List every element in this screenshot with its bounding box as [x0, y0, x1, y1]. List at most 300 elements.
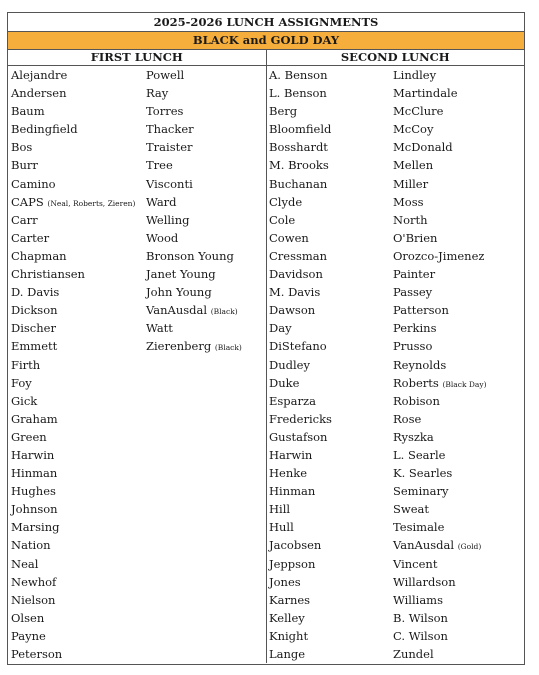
teacher-name: Harwin	[11, 447, 55, 462]
second-lunch-teacher-cell	[393, 609, 524, 627]
first-lunch-teacher-cell	[8, 229, 146, 247]
teacher-name: Alejandre	[11, 68, 68, 82]
second-lunch-teacher-cell	[267, 410, 393, 428]
second-lunch-list	[266, 66, 524, 663]
first-lunch-teacher-cell	[146, 120, 266, 138]
second-lunch-teacher-cell	[267, 500, 393, 518]
teacher-name: Patterson	[393, 303, 449, 318]
second-lunch-row	[267, 609, 524, 627]
second-lunch-row	[267, 175, 524, 193]
teacher-name: Powell	[146, 68, 185, 82]
second-lunch-teacher-cell	[267, 337, 393, 355]
second-lunch-teacher-cell	[267, 156, 393, 174]
second-lunch-teacher-cell	[267, 536, 393, 554]
second-lunch-teacher-cell	[393, 229, 524, 247]
teacher-name: Hill	[269, 502, 291, 517]
teacher-name: Firth	[11, 357, 41, 372]
teacher-name: John Young	[146, 285, 212, 300]
teacher-name: Clyde	[269, 194, 303, 209]
teacher-name: Nation	[11, 538, 51, 553]
first-lunch-row	[8, 102, 266, 120]
teacher-name: Traister	[146, 140, 193, 155]
second-lunch-teacher-cell	[393, 84, 524, 102]
second-lunch-teacher-cell	[393, 446, 524, 464]
second-lunch-row	[267, 446, 524, 464]
first-lunch-row	[8, 410, 266, 428]
teacher-name: Fredericks	[269, 411, 332, 426]
teacher-name: Camino	[11, 176, 56, 191]
first-lunch-teacher-cell	[8, 175, 146, 193]
teacher-name: Passey	[393, 285, 433, 300]
second-lunch-teacher-cell	[267, 356, 393, 374]
teacher-name: Seminary	[393, 484, 449, 499]
first-lunch-teacher-cell	[8, 573, 146, 591]
second-lunch-row	[267, 265, 524, 283]
second-lunch-teacher-cell	[267, 175, 393, 193]
first-lunch-row	[8, 319, 266, 337]
second-lunch-row	[267, 138, 524, 156]
teacher-name: Painter	[393, 267, 436, 282]
teacher-name: Chapman	[11, 248, 67, 263]
second-lunch-teacher-cell	[393, 247, 524, 265]
teacher-note: (Black)	[214, 343, 242, 353]
second-lunch-teacher-cell	[267, 446, 393, 464]
teacher-name: Cole	[269, 212, 296, 227]
second-lunch-teacher-cell	[267, 84, 393, 102]
second-lunch-teacher-cell	[267, 392, 393, 410]
teacher-name: Thacker	[146, 122, 194, 137]
second-lunch-teacher-cell	[267, 301, 393, 319]
second-lunch-teacher-cell	[393, 591, 524, 609]
teacher-name: Jones	[269, 574, 301, 589]
teacher-name: Visconti	[146, 176, 193, 191]
second-lunch-teacher-cell	[393, 410, 524, 428]
first-lunch-teacher-cell	[146, 229, 266, 247]
first-lunch-teacher-cell	[146, 319, 266, 337]
teacher-name: Peterson	[11, 647, 63, 661]
second-lunch-teacher-cell	[393, 500, 524, 518]
second-lunch-teacher-cell	[267, 120, 393, 138]
teacher-name: Welling	[146, 212, 190, 227]
teacher-name: Knight	[269, 628, 309, 643]
second-lunch-row	[267, 356, 524, 374]
first-lunch-row	[8, 283, 266, 301]
page-title: 2025-2026 LUNCH ASSIGNMENTS	[8, 13, 524, 32]
first-lunch-teacher-cell	[8, 645, 146, 663]
teacher-name: Ryszka	[393, 429, 434, 444]
second-lunch-teacher-cell	[393, 193, 524, 211]
first-lunch-row	[8, 428, 266, 446]
teacher-name: Robison	[393, 393, 440, 408]
teacher-name: McClure	[393, 104, 444, 119]
teacher-name: Ward	[146, 194, 177, 209]
teacher-name: Johnson	[11, 502, 58, 517]
second-lunch-teacher-cell	[267, 627, 393, 645]
second-lunch-teacher-cell	[267, 555, 393, 573]
teacher-name: Lindley	[393, 68, 437, 82]
teacher-name: Roberts	[393, 375, 439, 390]
teacher-name: L. Searle	[393, 447, 446, 462]
teacher-name: Gick	[11, 393, 38, 408]
first-lunch-teacher-cell	[146, 156, 266, 174]
first-lunch-teacher-cell	[8, 591, 146, 609]
second-lunch-teacher-cell	[267, 102, 393, 120]
teacher-name: VanAusdal	[146, 303, 208, 318]
first-lunch-row	[8, 518, 266, 536]
teacher-name: Zierenberg	[146, 339, 212, 354]
teacher-name: Henke	[269, 466, 308, 481]
first-lunch-teacher-cell	[8, 265, 146, 283]
first-lunch-teacher-cell	[8, 156, 146, 174]
teacher-name: Burr	[11, 158, 38, 173]
first-lunch-row	[8, 482, 266, 500]
second-lunch-row	[267, 410, 524, 428]
first-lunch-teacher-cell	[8, 627, 146, 645]
teacher-name: Miller	[393, 176, 429, 191]
teacher-name: Watt	[146, 321, 173, 336]
first-lunch-teacher-cell	[146, 500, 266, 518]
teacher-name: DiStefano	[269, 339, 327, 354]
second-lunch-teacher-cell	[393, 627, 524, 645]
first-lunch-teacher-cell	[8, 66, 146, 84]
first-lunch-teacher-cell	[146, 573, 266, 591]
second-lunch-teacher-cell	[393, 573, 524, 591]
teacher-name: Torres	[146, 104, 184, 119]
teacher-name: Buchanan	[269, 176, 328, 191]
second-lunch-row	[267, 301, 524, 319]
second-lunch-teacher-cell	[393, 138, 524, 156]
first-lunch-teacher-cell	[146, 536, 266, 554]
second-lunch-row	[267, 337, 524, 355]
second-lunch-teacher-cell	[393, 464, 524, 482]
second-lunch-row	[267, 374, 524, 392]
first-lunch-teacher-cell	[146, 446, 266, 464]
teacher-name: Bloomfield	[269, 122, 332, 137]
second-lunch-row	[267, 500, 524, 518]
second-lunch-row	[267, 536, 524, 554]
teacher-name: M. Brooks	[269, 158, 329, 173]
teacher-name: Prusso	[393, 339, 433, 354]
second-lunch-teacher-cell	[393, 374, 524, 392]
second-lunch-teacher-cell	[393, 518, 524, 536]
teacher-name: Sweat	[393, 502, 430, 517]
day-banner: BLACK and GOLD DAY	[8, 32, 524, 50]
teacher-name: Williams	[393, 592, 443, 607]
teacher-name: Bronson Young	[146, 248, 234, 263]
second-lunch-row	[267, 84, 524, 102]
first-lunch-teacher-cell	[146, 102, 266, 120]
first-lunch-teacher-cell	[146, 265, 266, 283]
first-lunch-teacher-cell	[146, 337, 266, 355]
first-lunch-row	[8, 446, 266, 464]
first-lunch-teacher-cell	[8, 555, 146, 573]
teacher-name: Reynolds	[393, 357, 447, 372]
second-lunch-teacher-cell	[267, 265, 393, 283]
teacher-name: Dudley	[269, 357, 310, 372]
teacher-name: Jeppson	[269, 556, 316, 571]
teacher-name: Cowen	[269, 230, 309, 245]
second-lunch-teacher-cell	[267, 609, 393, 627]
teacher-name: Ray	[146, 86, 169, 101]
second-lunch-row	[267, 66, 524, 84]
second-lunch-teacher-cell	[393, 175, 524, 193]
first-lunch-row	[8, 138, 266, 156]
second-lunch-row	[267, 120, 524, 138]
second-lunch-teacher-cell	[267, 464, 393, 482]
teacher-name: Nielson	[11, 592, 56, 607]
teacher-name: Bosshardt	[269, 140, 328, 155]
first-lunch-teacher-cell	[8, 102, 146, 120]
first-lunch-row	[8, 175, 266, 193]
first-lunch-row	[8, 265, 266, 283]
first-lunch-row	[8, 392, 266, 410]
teacher-name: Carr	[11, 212, 38, 227]
teacher-note: (Neal, Roberts, Zieren)	[47, 198, 136, 208]
second-lunch-teacher-cell	[267, 591, 393, 609]
teacher-name: Willardson	[393, 574, 456, 589]
second-lunch-row	[267, 392, 524, 410]
teacher-name: M. Davis	[269, 285, 321, 300]
teacher-name: Martindale	[393, 86, 458, 101]
first-lunch-teacher-cell	[146, 356, 266, 374]
second-lunch-row	[267, 627, 524, 645]
first-lunch-row	[8, 555, 266, 573]
second-lunch-teacher-cell	[393, 392, 524, 410]
first-lunch-row	[8, 84, 266, 102]
first-lunch-teacher-cell	[8, 500, 146, 518]
first-lunch-teacher-cell	[146, 555, 266, 573]
second-lunch-teacher-cell	[267, 229, 393, 247]
teacher-name: Marsing	[11, 520, 60, 535]
teacher-name: Dickson	[11, 303, 58, 318]
teacher-name: Esparza	[269, 393, 316, 408]
teacher-name: Orozco-Jimenez	[393, 248, 485, 263]
teacher-note: (Black)	[210, 307, 238, 317]
teacher-name: O'Brien	[393, 230, 438, 245]
first-lunch-teacher-cell	[8, 446, 146, 464]
first-lunch-teacher-cell	[8, 193, 146, 211]
teacher-name: Bos	[11, 140, 33, 155]
second-lunch-teacher-cell	[393, 211, 524, 229]
teacher-name: Wood	[146, 230, 179, 245]
teacher-name: Berg	[269, 104, 298, 119]
second-lunch-row	[267, 518, 524, 536]
first-lunch-teacher-cell	[8, 428, 146, 446]
teacher-name: Jacobsen	[269, 538, 322, 553]
second-lunch-teacher-cell	[393, 482, 524, 500]
second-lunch-row	[267, 573, 524, 591]
first-lunch-teacher-cell	[146, 247, 266, 265]
teacher-name: Bedingfield	[11, 122, 78, 137]
second-lunch-teacher-cell	[393, 428, 524, 446]
first-lunch-teacher-cell	[146, 138, 266, 156]
first-lunch-teacher-cell	[8, 536, 146, 554]
first-lunch-row	[8, 500, 266, 518]
first-lunch-list	[8, 66, 266, 663]
second-lunch-row	[267, 283, 524, 301]
second-lunch-teacher-cell	[267, 518, 393, 536]
teacher-name: Tree	[146, 158, 173, 173]
first-lunch-row	[8, 337, 266, 355]
first-lunch-row	[8, 591, 266, 609]
second-lunch-row	[267, 645, 524, 663]
second-lunch-teacher-cell	[393, 66, 524, 84]
teacher-name: Gustafson	[269, 429, 328, 444]
second-lunch-teacher-cell	[393, 156, 524, 174]
second-lunch-teacher-cell	[393, 536, 524, 554]
second-lunch-row	[267, 482, 524, 500]
first-lunch-row	[8, 609, 266, 627]
teacher-name: K. Searles	[393, 466, 453, 481]
first-lunch-teacher-cell	[8, 211, 146, 229]
first-lunch-teacher-cell	[146, 66, 266, 84]
teacher-name: Rose	[393, 411, 422, 426]
first-lunch-teacher-cell	[146, 428, 266, 446]
teacher-name: VanAusdal	[393, 538, 455, 553]
first-lunch-teacher-cell	[146, 482, 266, 500]
second-lunch-row	[267, 211, 524, 229]
second-lunch-row	[267, 102, 524, 120]
second-lunch-teacher-cell	[267, 645, 393, 663]
first-lunch-teacher-cell	[146, 84, 266, 102]
first-lunch-teacher-cell	[8, 410, 146, 428]
first-lunch-row	[8, 536, 266, 554]
first-lunch-teacher-cell	[8, 609, 146, 627]
first-lunch-row	[8, 66, 266, 84]
teacher-name: Hinman	[11, 466, 58, 481]
teacher-name: Davidson	[269, 267, 323, 282]
first-lunch-teacher-cell	[8, 247, 146, 265]
teacher-name: CAPS	[11, 194, 44, 209]
teacher-name: Graham	[11, 411, 58, 426]
teacher-name: Hinman	[269, 484, 316, 499]
teacher-name: Carter	[11, 230, 50, 245]
first-lunch-teacher-cell	[146, 175, 266, 193]
first-lunch-teacher-cell	[8, 482, 146, 500]
teacher-name: Hull	[269, 520, 294, 535]
teacher-name: Kelley	[269, 610, 305, 625]
teacher-name: Vincent	[393, 556, 438, 571]
first-lunch-teacher-cell	[146, 392, 266, 410]
second-lunch-teacher-cell	[393, 120, 524, 138]
second-lunch-row	[267, 156, 524, 174]
first-lunch-teacher-cell	[8, 283, 146, 301]
first-lunch-row	[8, 247, 266, 265]
first-lunch-teacher-cell	[146, 283, 266, 301]
teacher-name: Hughes	[11, 484, 56, 499]
first-lunch-row	[8, 301, 266, 319]
first-lunch-teacher-cell	[8, 120, 146, 138]
first-lunch-teacher-cell	[146, 518, 266, 536]
first-lunch-teacher-cell	[146, 410, 266, 428]
teacher-name: Duke	[269, 375, 300, 390]
second-lunch-teacher-cell	[267, 138, 393, 156]
teacher-name: Tesimale	[393, 520, 445, 535]
first-lunch-teacher-cell	[146, 374, 266, 392]
teacher-note: (Gold)	[457, 542, 482, 552]
first-lunch-row	[8, 573, 266, 591]
column-headers	[8, 50, 524, 66]
first-lunch-row	[8, 120, 266, 138]
first-lunch-row	[8, 464, 266, 482]
first-lunch-row	[8, 645, 266, 663]
teacher-name: L. Benson	[269, 86, 327, 101]
second-lunch-teacher-cell	[393, 356, 524, 374]
teacher-name: B. Wilson	[393, 610, 448, 625]
second-lunch-teacher-cell	[393, 102, 524, 120]
teacher-name: Emmett	[11, 339, 58, 354]
lunch-assignments-sheet	[7, 12, 525, 665]
teacher-name: Discher	[11, 321, 56, 336]
teacher-name: Payne	[11, 628, 46, 643]
second-lunch-teacher-cell	[267, 482, 393, 500]
second-lunch-row	[267, 247, 524, 265]
teacher-name: Day	[269, 321, 292, 336]
teacher-name: McDonald	[393, 140, 453, 155]
second-lunch-row	[267, 319, 524, 337]
first-lunch-row	[8, 356, 266, 374]
first-lunch-teacher-cell	[8, 464, 146, 482]
teacher-name: Newhof	[11, 574, 57, 589]
teacher-name: Christiansen	[11, 267, 85, 282]
teacher-name: Olsen	[11, 610, 45, 625]
first-lunch-teacher-cell	[146, 645, 266, 663]
teacher-name: McCoy	[393, 122, 434, 137]
first-lunch-teacher-cell	[8, 356, 146, 374]
second-lunch-teacher-cell	[267, 428, 393, 446]
second-lunch-teacher-cell	[393, 337, 524, 355]
second-lunch-teacher-cell	[267, 211, 393, 229]
second-lunch-teacher-cell	[267, 374, 393, 392]
second-lunch-teacher-cell	[267, 247, 393, 265]
first-lunch-row	[8, 229, 266, 247]
teacher-name: Harwin	[269, 447, 313, 462]
first-lunch-teacher-cell	[8, 301, 146, 319]
first-lunch-teacher-cell	[8, 518, 146, 536]
teacher-note: (Black Day)	[442, 379, 487, 389]
teacher-name: D. Davis	[11, 285, 60, 300]
first-lunch-row	[8, 211, 266, 229]
teacher-name: Janet Young	[146, 267, 216, 282]
teacher-name: Neal	[11, 556, 39, 571]
second-lunch-row	[267, 464, 524, 482]
first-lunch-teacher-cell	[8, 138, 146, 156]
first-lunch-teacher-cell	[8, 374, 146, 392]
teacher-name: Foy	[11, 375, 32, 390]
second-lunch-heading: SECOND LUNCH	[266, 50, 525, 65]
second-lunch-row	[267, 193, 524, 211]
second-lunch-teacher-cell	[393, 301, 524, 319]
teacher-name: Moss	[393, 194, 424, 209]
second-lunch-teacher-cell	[267, 319, 393, 337]
teacher-name: Green	[11, 429, 47, 444]
first-lunch-row	[8, 374, 266, 392]
first-lunch-teacher-cell	[146, 627, 266, 645]
second-lunch-teacher-cell	[393, 319, 524, 337]
teacher-name: Lange	[269, 647, 306, 661]
first-lunch-row	[8, 193, 266, 211]
first-lunch-teacher-cell	[146, 591, 266, 609]
first-lunch-row	[8, 627, 266, 645]
second-lunch-teacher-cell	[267, 66, 393, 84]
first-lunch-heading: FIRST LUNCH	[90, 50, 183, 64]
first-lunch-teacher-cell	[146, 211, 266, 229]
first-lunch-teacher-cell	[146, 464, 266, 482]
teacher-name: A. Benson	[269, 68, 328, 82]
teacher-name: Zundel	[393, 647, 434, 661]
second-lunch-row	[267, 229, 524, 247]
teacher-name: Mellen	[393, 158, 434, 173]
